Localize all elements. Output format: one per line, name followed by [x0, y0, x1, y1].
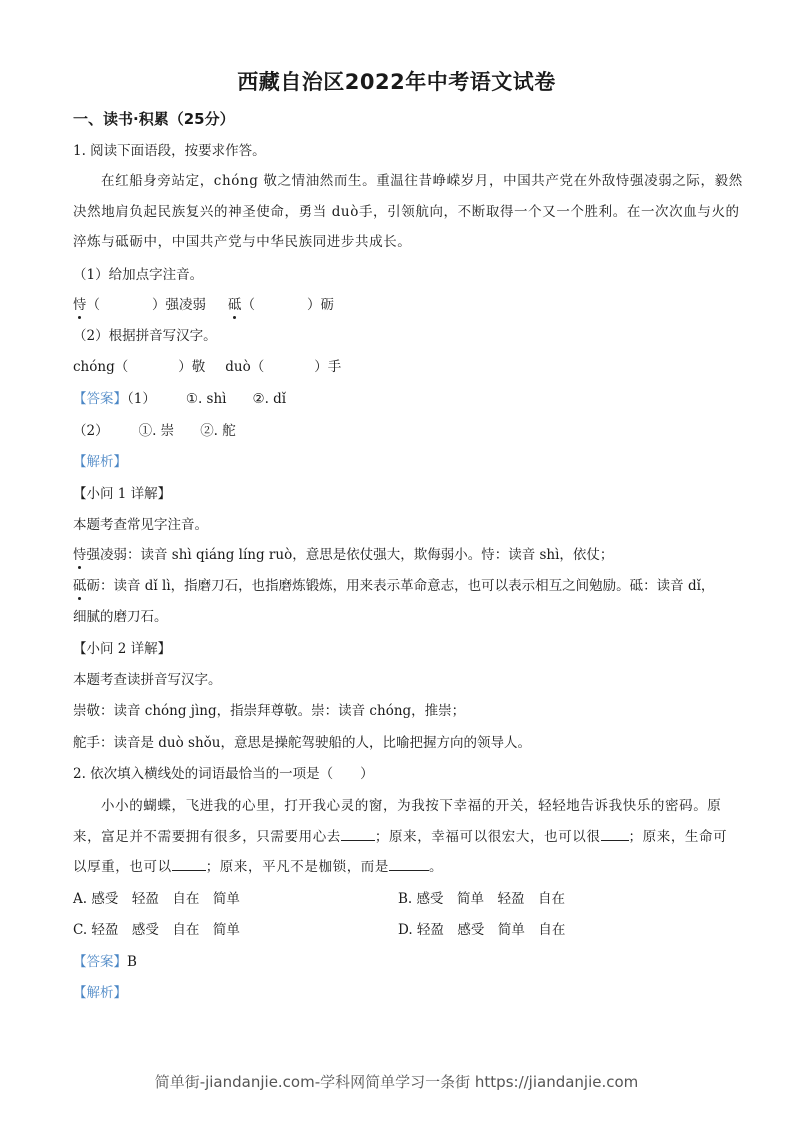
option-d: D. 轻盈 感受 简单 自在	[398, 922, 566, 938]
detail-1-line-2	[73, 577, 714, 595]
answer-tag: 【答案】	[73, 954, 127, 970]
passage-text: ；原来，平凡不是枷锁，而是	[205, 859, 390, 875]
analysis-tag: 【解析】	[73, 454, 127, 470]
question-2-prompt: 2. 依次填入横线处的词语最恰当的一项是（ ）	[73, 766, 374, 782]
q2-passage-line-2	[73, 828, 727, 846]
section-heading: 一、读书·积累（25分）	[73, 110, 235, 128]
fill-blank	[601, 828, 629, 841]
footer-watermark: 简单街-jiandanjie.com-学科网简单学习一条街 https://jiandanjie.com	[154, 1073, 639, 1091]
q1-sub1-label: （1）给加点字注音。	[73, 267, 204, 283]
option-a: A. 感受 轻盈 自在 简单	[73, 891, 240, 907]
detail-2-line-2: 舵手：读音是 duò shǒu，意思是操舵驾驶船的人，比喻把握方向的领导人。	[73, 735, 531, 751]
q1-passage-line-2: 决然地肩负起民族复兴的神圣使命，勇当 duò手，引领航向，不断取得一个又一个胜利。在一次次血与火的	[73, 204, 740, 220]
detail-2-heading: 【小问 2 详解】	[73, 641, 172, 657]
q2-analysis-tag: 【解析】	[73, 985, 127, 1001]
dotted-char: 砥	[228, 297, 242, 313]
passage-text: 来，富足并不需要拥有很多，只需要用心去	[73, 829, 341, 845]
item-suffix: ）手	[314, 359, 342, 375]
item-suffix: ）敬	[178, 359, 206, 375]
detail-2-line-1: 崇敬：读音 chóng jìng，指崇拜尊敬。崇：读音 chóng，推崇；	[73, 703, 466, 719]
explanation-text: 砺：读音 dǐ lì，指磨刀石，也指磨炼锻炼，用来表示革命意志，也可以表示相互之间勉励。砥：读音 dǐ，	[86, 578, 715, 594]
answer-tag: 【答案】	[73, 391, 127, 407]
answer-item: ②. 舵	[200, 423, 236, 439]
detail-1-line-3: 细腻的磨刀石。	[73, 609, 168, 625]
fill-blank	[389, 858, 429, 871]
dotted-char: 恃	[73, 297, 87, 313]
passage-text: 。	[429, 859, 444, 875]
answer-item: ②. dǐ	[252, 391, 287, 407]
q1-sub2-label: （2）根据拼音写汉字。	[73, 328, 217, 344]
pinyin-prompt: duò（	[225, 359, 265, 375]
q1-passage-line-1: 在红船身旁站定，chóng 敬之情油然而生。重温往昔峥嵘岁月，中国共产党在外敌恃强凌弱之际，毅然	[101, 173, 743, 189]
answer-value: B	[127, 954, 137, 970]
q1-sub1-items	[73, 296, 334, 314]
item-suffix: ）砺	[307, 297, 334, 313]
q2-passage-line-1: 小小的蝴蝶，飞进我的心里，打开我心灵的窗，为我按下幸福的开关，轻轻地告诉我快乐的密码。原	[101, 798, 722, 814]
passage-text: ；原来，生命可	[628, 829, 728, 845]
explanation-text: 强凌弱：读音 shì qiáng líng ruò，意思是依仗强大，欺侮弱小。恃：读音 shì，依仗；	[86, 547, 614, 563]
answer-item: ①. 崇	[138, 423, 175, 439]
detail-1-heading: 【小问 1 详解】	[73, 486, 172, 502]
answer-sub-label: （2）	[73, 423, 109, 439]
q2-answer	[73, 953, 137, 971]
paren-open: （	[86, 297, 100, 313]
fill-blank	[172, 858, 206, 871]
q1-sub2-items	[73, 358, 341, 376]
q1-passage-line-3: 淬炼与砥砺中，中国共产党与中华民族同进步共成长。	[73, 234, 412, 250]
detail-2-intro: 本题考查读拼音写汉字。	[73, 672, 222, 688]
q1-answer-line-1	[73, 390, 286, 408]
dotted-char: 砥	[73, 578, 87, 594]
item-suffix: ）强凌弱	[152, 297, 206, 313]
question-1-prompt: 1. 阅读下面语段，按要求作答。	[73, 143, 266, 159]
option-c: C. 轻盈 感受 自在 简单	[73, 922, 240, 938]
answer-item: ①. shì	[185, 391, 227, 407]
paren-open: （	[241, 297, 255, 313]
dotted-char: 恃	[73, 547, 87, 563]
answer-sub-label: （1）	[127, 391, 156, 407]
pinyin-prompt: chóng（	[73, 359, 129, 375]
detail-1-line-1	[73, 546, 613, 564]
q2-passage-line-3	[73, 858, 443, 876]
q1-answer-line-2	[73, 422, 236, 440]
detail-1-intro: 本题考查常见字注音。	[73, 517, 208, 533]
fill-blank	[341, 828, 375, 841]
passage-text: 以厚重，也可以	[73, 859, 172, 875]
page-title: 西藏自治区2022年中考语文试卷	[237, 70, 556, 94]
option-b: B. 感受 简单 轻盈 自在	[398, 891, 566, 907]
passage-text: ；原来，幸福可以很宏大，也可以很	[374, 829, 601, 845]
